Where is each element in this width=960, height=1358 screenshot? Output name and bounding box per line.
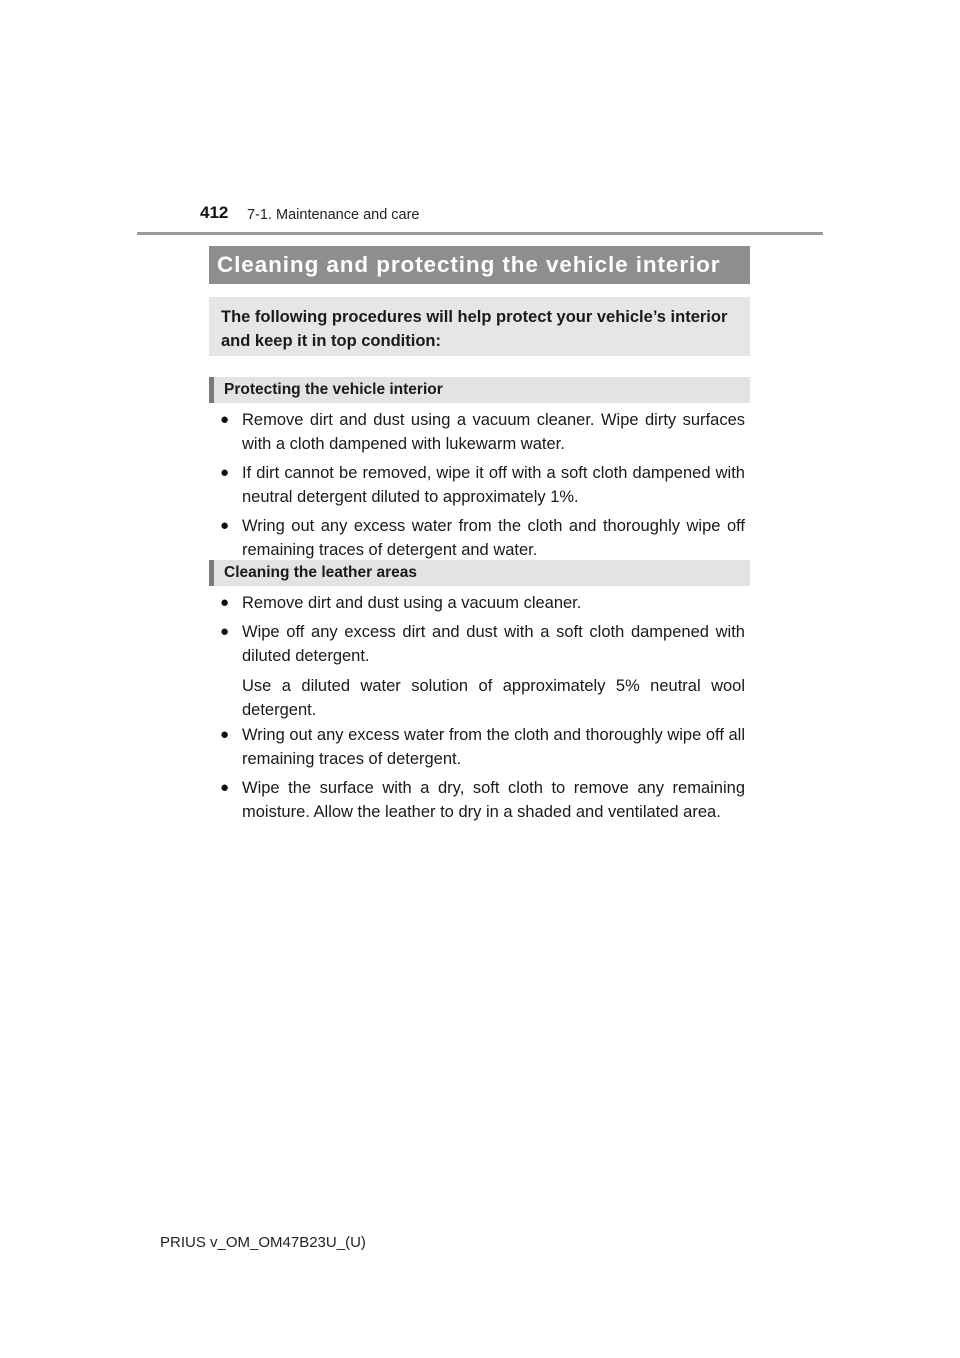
bullet-icon: ● (220, 779, 230, 796)
protecting-list (220, 408, 745, 562)
list-item (220, 461, 745, 509)
header-rule (137, 232, 823, 235)
leather-list (220, 591, 745, 824)
list-item-text: Wipe off any excess dirt and dust with a soft cloth dampened with diluted detergent. (242, 623, 745, 665)
list-item-text: Remove dirt and dust using a vacuum cleaner. Wipe dirty surfaces with a cloth dampened with lukewarm water. (242, 411, 745, 453)
list-item-text: Wring out any excess water from the cloth and thoroughly wipe off all remaining traces of detergent. (242, 726, 745, 768)
list-item-text: Wipe the surface with a dry, soft cloth to remove any remaining moisture. Allow the leather to dry in a shaded and ventilated area. (242, 779, 745, 821)
note (220, 674, 745, 722)
note-text: Use a diluted water solution of approximately 5% neutral wool detergent. (242, 677, 745, 719)
bullet-icon: ● (220, 517, 230, 534)
page-number: 412 (200, 203, 229, 222)
list-item-text: If dirt cannot be removed, wipe it off with a soft cloth dampened with neutral detergent diluted to approximately 1%. (242, 464, 745, 506)
intro-box: The following procedures will help protect your vehicle’s interior and keep it in top condition: (209, 297, 750, 356)
section-heading-leather: Cleaning the leather areas (209, 560, 750, 586)
bullet-icon: ● (220, 411, 230, 428)
list-item-text: Remove dirt and dust using a vacuum cleaner. (242, 594, 582, 612)
page-title: Cleaning and protecting the vehicle interior (217, 252, 721, 277)
list-item (220, 591, 745, 615)
chapter-label: 7-1. Maintenance and care (247, 207, 420, 223)
section-heading-protecting: Protecting the vehicle interior (209, 377, 750, 403)
list-item-text: Wring out any excess water from the cloth and thoroughly wipe off remaining traces of detergent and water. (242, 517, 745, 559)
list-item (220, 514, 745, 562)
bullet-icon: ● (220, 464, 230, 481)
bullet-icon: ● (220, 726, 230, 743)
list-item (220, 776, 745, 824)
footer-doc-code: PRIUS v_OM_OM47B23U_(U) (160, 1234, 366, 1251)
bullet-icon: ● (220, 623, 230, 640)
list-item (220, 620, 745, 668)
list-item (220, 408, 745, 456)
list-item (220, 723, 745, 771)
title-bar (209, 246, 750, 284)
bullet-icon: ● (220, 594, 230, 611)
